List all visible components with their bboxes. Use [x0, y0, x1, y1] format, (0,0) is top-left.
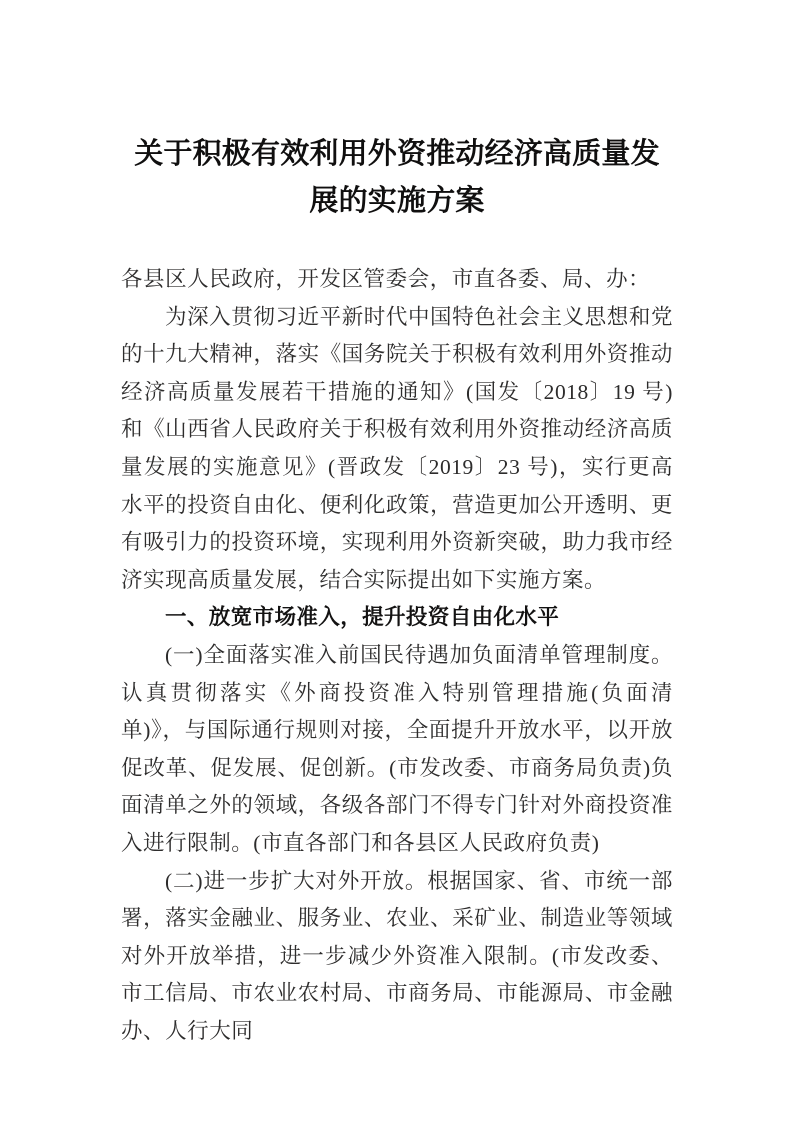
document-title-block: [121, 131, 673, 225]
paragraph-item-one: (一)全面落实准入前国民待遇加负面清单管理制度。认真贯彻落实《外商投资准入特别管理措施(负面清单)》，与国际通行规则对接，全面提升开放水平，以开放促改革、促发展、促创新。(市发改委、市商务局负责)负面清单之外的领域，各级各部门不得专门针对外商投资准入进行限制。(市直各部门和各县区人民政府负责): [121, 642, 673, 855]
paragraph-preamble: 为深入贯彻习近平新时代中国特色社会主义思想和党的十九大精神，落实《国务院关于积极有效利用外资推动经济高质量发展若干措施的通知》(国发〔2018〕19 号)和《山西省人民政府关于积极有效利用外资推动经济高质量发展的实施意见》(晋政发〔2019〕23 号)，实行更高水平的投资自由化、便利化政策，营造更加公开透明、更有吸引力的投资环境，实现利用外资新突破，助力我市经济实现高质量发展，结合实际提出如下实施方案。: [121, 304, 673, 592]
document-content: [121, 261, 673, 1050]
paragraph-item-two: (二)进一步扩大对外开放。根据国家、省、市统一部署，落实金融业、服务业、农业、采矿业、制造业等领域对外开放举措，进一步减少外资准入限制。(市发改委、市工信局、市农业农村局、市商务局、市能源局、市金融办、人行大同: [121, 868, 673, 1043]
section-heading-one: 一、放宽市场准入，提升投资自由化水平: [165, 605, 560, 630]
page-title-line-1: 关于积极有效利用外资推动经济高质量发: [134, 138, 660, 170]
page-title-line-2: 展的实施方案: [309, 185, 485, 217]
salutation-line: 各县区人民政府，开发区管委会，市直各委、局、办：: [121, 267, 651, 291]
